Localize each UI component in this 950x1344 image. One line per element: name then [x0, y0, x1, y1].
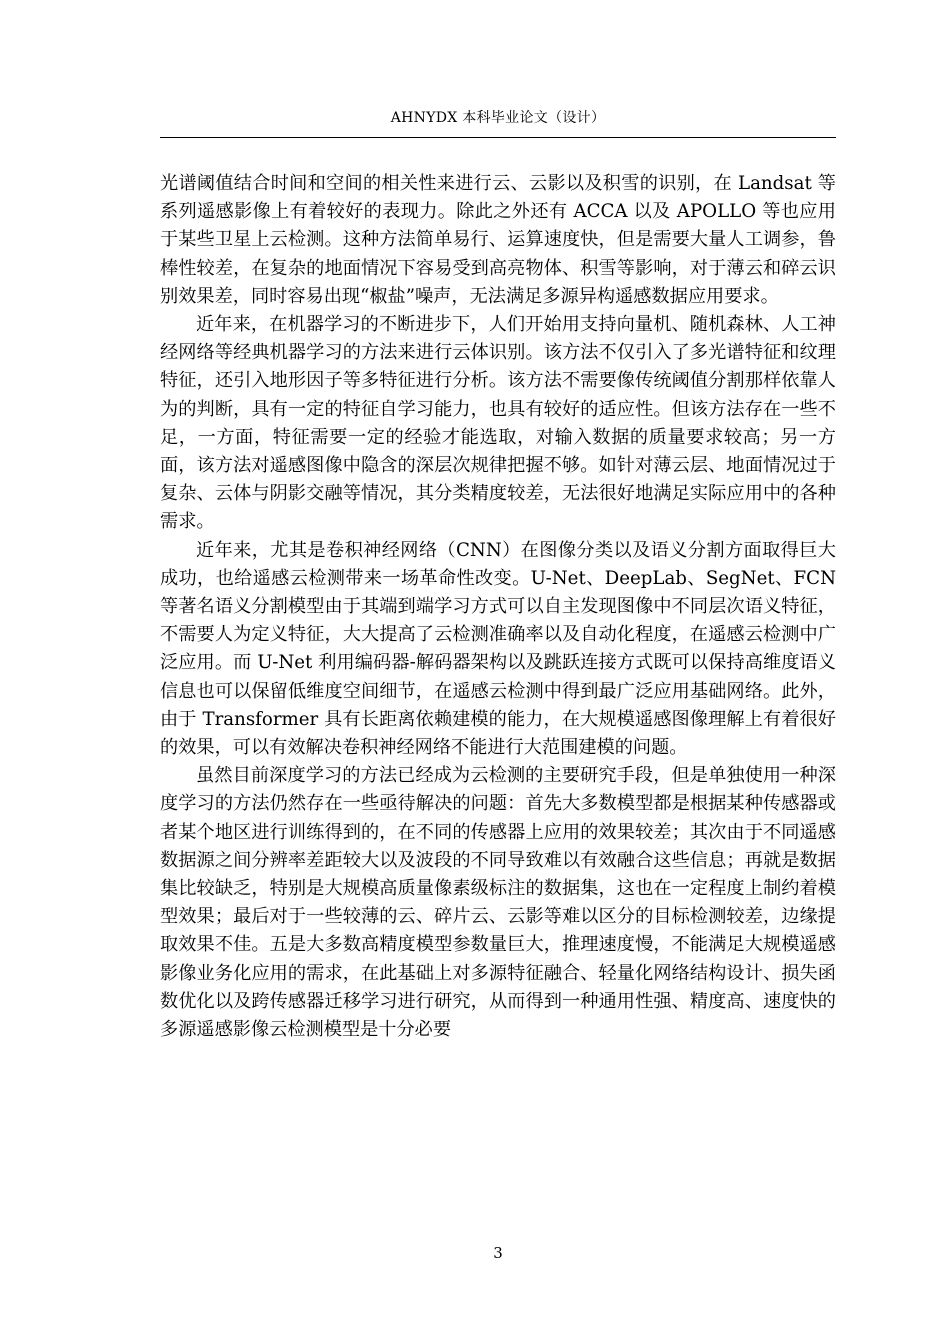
paragraph-deep-learning-problems: 虽然目前深度学习的方法已经成为云检测的主要研究手段，但是单独使用一种深度学习的方法仍然存在一些亟待解决的问题：首先大多数模型都是根据某种传感器或者某个地区进行训练得到的，在不同的传感器上应用的效果较差；其次由于不同遥感数据源之间分辨率差距较大以及波段的不同导致难以有效融合这些信息；再就是数据集比较缺乏，特别是大规模高质量像素级标注的数据集，这也在一定程度上制约着模型效果；最后对于一些较薄的云、碎片云、云影等难以区分的目标检测较差，边缘提取效果不佳。五是大多数高精度模型参数量巨大，推理速度慢，不能满足大规模遥感影像业务化应用的需求，在此基础上对多源特征融合、轻量化网络结构设计、损失函数优化以及跨传感器迁移学习进行研究，从而得到一种通用性强、精度高、速度快的多源遥感影像云检测模型是十分必要	[160, 765, 836, 1041]
paragraph-cnn: 近年来，尤其是卷积神经网络（CNN）在图像分类以及语义分割方面取得巨大成功，也给遥感云检测带来一场革命性改变。U-Net、DeepLab、SegNet、FCN 等著名语义分割模型由于其端到端学习方式可以自主发现图像中不同层次语义特征，不需要人为定义特征，大大提高了云检测准确率以及自动化程度，在遥感云检测中广泛应用。而 U-Net 利用编码器-解码器架构以及跳跃连接方式既可以保持高维度语义信息也可以保留低维度空间细节，在遥感云检测中得到最广泛应用基础网络。此外，由于 Transformer 具有长距离依赖建模的能力，在大规模遥感图像理解上有着很好的效果，可以有效解决卷积神经网络不能进行大范围建模的问题。	[160, 539, 836, 759]
running-header: AHNYDX 本科毕业论文（设计）	[390, 110, 606, 126]
paragraph-machine-learning: 近年来，在机器学习的不断进步下，人们开始用支持向量机、随机森林、人工神经网络等经典机器学习的方法来进行云体识别。该方法不仅引入了多光谱特征和纹理特征，还引入地形因子等多特征进行分析。该方法不需要像传统阈值分割那样依靠人为的判断，具有一定的特征自学习能力，也具有较好的适应性。但该方法存在一些不足，一方面，特征需要一定的经验才能选取，对输入数据的质量要求较高；另一方面，该方法对遥感图像中隐含的深层次规律把握不够。如针对薄云层、地面情况过于复杂、云体与阴影交融等情况，其分类精度较差，无法很好地满足实际应用中的各种需求。	[160, 314, 836, 533]
header-rule	[160, 137, 836, 138]
body-text	[160, 170, 836, 1044]
page-number: 3	[493, 1244, 503, 1262]
paragraph-continued: 光谱阈值结合时间和空间的相关性来进行云、云影以及积雪的识别，在 Landsat 等系列遥感影像上有着较好的表现力。除此之外还有 ACCA 以及 APOLLO 等也应用于某些卫星上云检测。这种方法简单易行、运算速度快，但是需要大量人工调参，鲁棒性较差，在复杂的地面情况下容易受到高亮物体、积雪等影响，对于薄云和碎云识别效果差，同时容易出现“椒盐”噪声，无法满足多源异构遥感数据应用要求。	[160, 173, 836, 307]
